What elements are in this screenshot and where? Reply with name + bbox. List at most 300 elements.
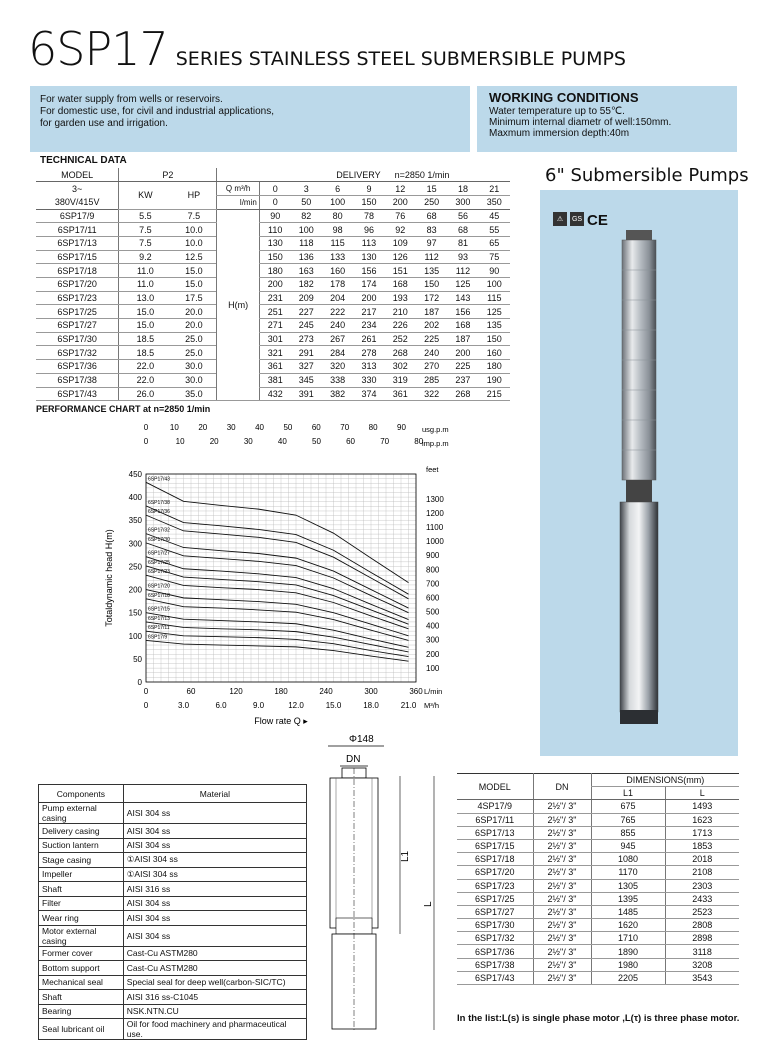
head-cell: 180 bbox=[259, 264, 290, 278]
model-cell: 6SP17/25 bbox=[36, 305, 119, 319]
head-cell: 160 bbox=[322, 264, 353, 278]
hp-cell: 30.0 bbox=[171, 360, 216, 374]
hp-cell: 7.5 bbox=[171, 209, 216, 223]
series-label: 6SP17/11 bbox=[148, 625, 170, 632]
head-cell: 68 bbox=[447, 223, 478, 237]
flow-lmin: 50 bbox=[291, 195, 322, 209]
head-cell: 93 bbox=[447, 250, 478, 264]
head-cell: 125 bbox=[479, 305, 510, 319]
dim-l1-cell: 1710 bbox=[591, 932, 665, 945]
intro-line: For domestic use, for civil and industrial applications, bbox=[40, 106, 274, 117]
page-title bbox=[28, 22, 626, 76]
ce-mark-icon: CE bbox=[587, 212, 608, 229]
table-row bbox=[39, 896, 307, 911]
head-cell: 237 bbox=[447, 373, 478, 387]
component-cell: Former cover bbox=[39, 946, 124, 961]
tech-hm-label: H(m) bbox=[217, 209, 259, 401]
table-row bbox=[36, 319, 510, 333]
head-cell: 76 bbox=[385, 209, 416, 223]
material-cell: NSK.NTN.CU bbox=[123, 1004, 306, 1019]
table-row bbox=[457, 826, 739, 839]
kw-cell: 13.0 bbox=[119, 291, 172, 305]
component-cell: Bearing bbox=[39, 1004, 124, 1019]
head-cell: 268 bbox=[447, 387, 478, 401]
x-tick-lmin: 60 bbox=[186, 687, 196, 696]
x-tick-usgpm: 80 bbox=[368, 423, 378, 432]
y-tick-label: 350 bbox=[128, 516, 142, 526]
flow-lmin: 150 bbox=[353, 195, 384, 209]
dim-title: DIMENSIONS(mm) bbox=[591, 774, 739, 787]
dim-dn-cell: 2½"/ 3" bbox=[533, 813, 591, 826]
impgpm-unit: imp.p.m bbox=[422, 439, 449, 448]
head-cell: 278 bbox=[353, 346, 384, 360]
tech-voltage: 380V/415V bbox=[36, 195, 119, 209]
flow-lmin: 250 bbox=[416, 195, 447, 209]
series-label: 6SP17/38 bbox=[148, 499, 170, 506]
model-cell: 6SP17/38 bbox=[36, 373, 119, 387]
series-label: 6SP17/18 bbox=[148, 592, 170, 599]
head-cell: 200 bbox=[447, 346, 478, 360]
dim-dn-header: DN bbox=[533, 774, 591, 800]
head-cell: 234 bbox=[353, 319, 384, 333]
head-cell: 178 bbox=[322, 278, 353, 292]
head-cell: 327 bbox=[291, 360, 322, 374]
x-tick-usgpm: 90 bbox=[397, 423, 406, 432]
dim-model-cell: 6SP17/25 bbox=[457, 892, 533, 905]
dim-l1-cell: 1980 bbox=[591, 958, 665, 971]
x-tick-m3h: 3.0 bbox=[177, 701, 190, 710]
hp-cell: 35.0 bbox=[171, 387, 216, 401]
working-conditions bbox=[477, 86, 737, 152]
table-row bbox=[457, 800, 739, 813]
head-cell: 187 bbox=[447, 332, 478, 346]
warning-icon: ⚠ bbox=[553, 212, 567, 226]
y-tick-label: 100 bbox=[128, 631, 142, 641]
head-cell: 126 bbox=[385, 250, 416, 264]
x-tick-m3h: 9.0 bbox=[252, 701, 265, 710]
kw-cell: 5.5 bbox=[119, 209, 172, 223]
head-cell: 135 bbox=[479, 319, 510, 333]
tech-m3h: m³/h bbox=[234, 184, 251, 194]
head-cell: 68 bbox=[416, 209, 447, 223]
dim-l-cell: 2303 bbox=[665, 879, 739, 892]
material-cell: AISI 304 ss bbox=[123, 925, 306, 946]
head-cell: 83 bbox=[416, 223, 447, 237]
material-cell: ①AISI 304 ss bbox=[123, 853, 306, 868]
head-cell: 96 bbox=[353, 223, 384, 237]
dim-l-cell: 2808 bbox=[665, 919, 739, 932]
dim-l1-cell: 1080 bbox=[591, 853, 665, 866]
hp-cell: 15.0 bbox=[171, 264, 216, 278]
dim-dn-cell: 2½"/ 3" bbox=[533, 892, 591, 905]
l1-label: L1 bbox=[400, 850, 411, 862]
head-cell: 115 bbox=[322, 236, 353, 250]
head-cell: 381 bbox=[259, 373, 290, 387]
table-row bbox=[39, 803, 307, 824]
feet-tick-label: 800 bbox=[426, 565, 440, 575]
table-row bbox=[36, 236, 510, 250]
head-cell: 301 bbox=[259, 332, 290, 346]
table-row bbox=[39, 867, 307, 882]
component-cell: Suction lantern bbox=[39, 838, 124, 853]
head-cell: 200 bbox=[353, 291, 384, 305]
head-cell: 202 bbox=[416, 319, 447, 333]
x-tick-lmin: 300 bbox=[364, 687, 378, 696]
head-cell: 193 bbox=[385, 291, 416, 305]
head-cell: 270 bbox=[416, 360, 447, 374]
gs-mark-icon: GS bbox=[570, 212, 584, 226]
flow-lmin: 350 bbox=[479, 195, 510, 209]
flow-lmin: 0 bbox=[259, 195, 290, 209]
dim-l-cell: 2108 bbox=[665, 866, 739, 879]
table-row bbox=[457, 932, 739, 945]
table-row bbox=[457, 813, 739, 826]
head-cell: 78 bbox=[353, 209, 384, 223]
y-tick-label: 300 bbox=[128, 539, 142, 549]
feet-tick-label: 900 bbox=[426, 551, 440, 561]
head-cell: 251 bbox=[259, 305, 290, 319]
x-tick-lmin: 360 bbox=[409, 687, 423, 696]
x-tick-usgpm: 50 bbox=[283, 423, 293, 432]
series-label: 6SP17/32 bbox=[148, 527, 170, 534]
series-label: 6SP17/20 bbox=[148, 583, 170, 590]
dim-model-header: MODEL bbox=[457, 774, 533, 800]
feet-tick-label: 300 bbox=[426, 635, 440, 645]
head-cell: 240 bbox=[416, 346, 447, 360]
kw-cell: 18.5 bbox=[119, 332, 172, 346]
model-cell: 6SP17/32 bbox=[36, 346, 119, 360]
series-label: 6SP17/27 bbox=[148, 550, 170, 557]
y-tick-label: 150 bbox=[128, 608, 142, 618]
dim-model-cell: 6SP17/32 bbox=[457, 932, 533, 945]
model-cell: 6SP17/11 bbox=[36, 223, 119, 237]
material-cell: AISI 304 ss bbox=[123, 838, 306, 853]
kw-cell: 15.0 bbox=[119, 319, 172, 333]
tech-kw-header: KW bbox=[119, 182, 172, 209]
component-cell: Impeller bbox=[39, 867, 124, 882]
head-cell: 80 bbox=[322, 209, 353, 223]
head-cell: 109 bbox=[385, 236, 416, 250]
table-row bbox=[36, 278, 510, 292]
head-cell: 361 bbox=[259, 360, 290, 374]
head-cell: 319 bbox=[385, 373, 416, 387]
diameter-label: Φ148 bbox=[349, 734, 374, 745]
y-tick-label: 200 bbox=[128, 585, 142, 595]
x-axis-label: Flow rate Q ▸ bbox=[254, 716, 308, 726]
series-label: 6SP17/30 bbox=[148, 536, 170, 543]
series-label: 6SP17/36 bbox=[148, 509, 170, 516]
pump-image-panel bbox=[540, 190, 738, 756]
dim-l-cell: 2018 bbox=[665, 853, 739, 866]
table-row bbox=[39, 838, 307, 853]
head-cell: 81 bbox=[447, 236, 478, 250]
flow-lmin: 300 bbox=[447, 195, 478, 209]
head-cell: 361 bbox=[385, 387, 416, 401]
head-cell: 231 bbox=[259, 291, 290, 305]
tech-q-m3h bbox=[217, 182, 259, 196]
component-cell: Delivery casing bbox=[39, 824, 124, 839]
table-row bbox=[457, 853, 739, 866]
tech-p2-header: P2 bbox=[119, 168, 217, 182]
table-row bbox=[36, 305, 510, 319]
head-cell: 271 bbox=[259, 319, 290, 333]
dim-model-cell: 6SP17/43 bbox=[457, 971, 533, 984]
dim-l-cell: 3543 bbox=[665, 971, 739, 984]
feet-tick-label: 500 bbox=[426, 607, 440, 617]
dim-model-cell: 6SP17/38 bbox=[457, 958, 533, 971]
head-cell: 209 bbox=[291, 291, 322, 305]
components-table bbox=[38, 784, 307, 1040]
y-tick-label: 0 bbox=[137, 678, 142, 687]
model-cell: 6SP17/9 bbox=[36, 209, 119, 223]
table-row bbox=[457, 839, 739, 852]
head-cell: 215 bbox=[479, 387, 510, 401]
x-tick-impgpm: 0 bbox=[143, 437, 149, 446]
x-tick-m3h: 15.0 bbox=[325, 701, 342, 710]
series-label: 6SP17/9 bbox=[148, 634, 168, 641]
dimensions-table bbox=[457, 773, 739, 985]
dim-dn-cell: 2½"/ 3" bbox=[533, 945, 591, 958]
x-tick-usgpm: 10 bbox=[169, 423, 179, 432]
head-cell: 151 bbox=[385, 264, 416, 278]
head-cell: 125 bbox=[447, 278, 478, 292]
head-cell: 252 bbox=[385, 332, 416, 346]
table-row bbox=[39, 925, 307, 946]
head-cell: 156 bbox=[447, 305, 478, 319]
dim-model-cell: 6SP17/18 bbox=[457, 853, 533, 866]
dim-l-cell: 1713 bbox=[665, 826, 739, 839]
model-cell: 6SP17/15 bbox=[36, 250, 119, 264]
perf-title: PERFORMANCE CHART at n=2850 1/min bbox=[36, 404, 211, 414]
components-header: Components bbox=[39, 785, 124, 803]
hp-cell: 20.0 bbox=[171, 319, 216, 333]
component-cell: Motor external casing bbox=[39, 925, 124, 946]
dim-model-cell: 6SP17/23 bbox=[457, 879, 533, 892]
series-label: 6SP17/25 bbox=[148, 559, 170, 566]
head-cell: 240 bbox=[322, 319, 353, 333]
dim-l1-cell: 855 bbox=[591, 826, 665, 839]
flow-m3h: 6 bbox=[322, 182, 353, 196]
head-cell: 130 bbox=[353, 250, 384, 264]
flow-m3h: 21 bbox=[479, 182, 510, 196]
head-cell: 110 bbox=[259, 223, 290, 237]
component-cell: Shaft bbox=[39, 990, 124, 1005]
table-row bbox=[36, 346, 510, 360]
certification-badges bbox=[553, 212, 608, 229]
tech-q: Q bbox=[225, 184, 233, 194]
dim-l-cell: 1623 bbox=[665, 813, 739, 826]
dim-model-cell: 6SP17/13 bbox=[457, 826, 533, 839]
usgpm-unit: usg.p.m bbox=[422, 425, 449, 434]
x-tick-m3h: 0 bbox=[143, 701, 149, 710]
tech-model-header: MODEL bbox=[36, 168, 119, 182]
dim-l1-cell: 1485 bbox=[591, 905, 665, 918]
component-cell: Mechanical seal bbox=[39, 975, 124, 990]
lmin-unit: L/min bbox=[424, 687, 443, 696]
kw-cell: 15.0 bbox=[119, 305, 172, 319]
dim-dn-cell: 2½"/ 3" bbox=[533, 839, 591, 852]
table-row bbox=[39, 975, 307, 990]
x-tick-lmin: 240 bbox=[319, 687, 333, 696]
kw-cell: 22.0 bbox=[119, 360, 172, 374]
table-row bbox=[457, 919, 739, 932]
series-line bbox=[146, 482, 409, 582]
hp-cell: 10.0 bbox=[171, 223, 216, 237]
table-row bbox=[457, 905, 739, 918]
head-cell: 143 bbox=[447, 291, 478, 305]
x-tick-usgpm: 20 bbox=[198, 423, 208, 432]
head-cell: 100 bbox=[479, 278, 510, 292]
dim-dn-cell: 2½"/ 3" bbox=[533, 866, 591, 879]
dim-l-cell: 2523 bbox=[665, 905, 739, 918]
flow-m3h: 12 bbox=[385, 182, 416, 196]
material-cell: AISI 304 ss bbox=[123, 911, 306, 926]
tech-hp-header: HP bbox=[171, 182, 216, 209]
model-cell: 6SP17/18 bbox=[36, 264, 119, 278]
model-series: 6SP17 bbox=[28, 22, 168, 76]
feet-unit: feet bbox=[426, 465, 439, 474]
intro-line: For water supply from wells or reservoirs. bbox=[40, 94, 223, 105]
dim-l-cell: 1853 bbox=[665, 839, 739, 852]
dim-dn-cell: 2½"/ 3" bbox=[533, 971, 591, 984]
head-cell: 321 bbox=[259, 346, 290, 360]
y-axis-label: Totaldynamic head H(m) bbox=[104, 529, 114, 627]
flow-m3h: 3 bbox=[291, 182, 322, 196]
head-cell: 245 bbox=[291, 319, 322, 333]
head-cell: 90 bbox=[259, 209, 290, 223]
head-cell: 160 bbox=[479, 346, 510, 360]
hp-cell: 25.0 bbox=[171, 346, 216, 360]
head-cell: 284 bbox=[322, 346, 353, 360]
head-cell: 168 bbox=[447, 319, 478, 333]
head-cell: 112 bbox=[447, 264, 478, 278]
dim-model-cell: 6SP17/36 bbox=[457, 945, 533, 958]
feet-tick-label: 1300 bbox=[426, 494, 444, 504]
x-tick-lmin: 180 bbox=[274, 687, 288, 696]
x-tick-usgpm: 70 bbox=[340, 423, 350, 432]
dim-l1-cell: 765 bbox=[591, 813, 665, 826]
flow-m3h: 15 bbox=[416, 182, 447, 196]
dim-model-cell: 6SP17/15 bbox=[457, 839, 533, 852]
x-tick-m3h: 12.0 bbox=[288, 701, 304, 710]
material-cell: Cast-Cu ASTM280 bbox=[123, 946, 306, 961]
head-cell: 204 bbox=[322, 291, 353, 305]
y-tick-label: 50 bbox=[133, 654, 142, 664]
head-cell: 172 bbox=[416, 291, 447, 305]
head-cell: 180 bbox=[479, 360, 510, 374]
head-cell: 118 bbox=[291, 236, 322, 250]
dim-l1-cell: 1620 bbox=[591, 919, 665, 932]
dim-l-cell: 3208 bbox=[665, 958, 739, 971]
table-row bbox=[36, 223, 510, 237]
tech-phase: 3~ bbox=[72, 183, 83, 194]
head-cell: 330 bbox=[353, 373, 384, 387]
head-cell: 225 bbox=[416, 332, 447, 346]
tech-delivery-header: DELIVERY bbox=[259, 168, 384, 182]
dim-l1-cell: 1170 bbox=[591, 866, 665, 879]
table-row bbox=[457, 945, 739, 958]
head-cell: 225 bbox=[447, 360, 478, 374]
y-tick-label: 450 bbox=[128, 470, 142, 479]
head-cell: 267 bbox=[322, 332, 353, 346]
table-row bbox=[36, 209, 510, 223]
head-cell: 130 bbox=[259, 236, 290, 250]
head-cell: 382 bbox=[322, 387, 353, 401]
x-tick-impgpm: 30 bbox=[243, 437, 253, 446]
table-row bbox=[36, 264, 510, 278]
x-tick-usgpm: 60 bbox=[311, 423, 321, 432]
x-tick-impgpm: 60 bbox=[346, 437, 356, 446]
dim-l-cell: 2433 bbox=[665, 892, 739, 905]
flow-m3h: 9 bbox=[353, 182, 384, 196]
material-cell: AISI 304 ss bbox=[123, 824, 306, 839]
head-cell: 90 bbox=[479, 264, 510, 278]
head-cell: 112 bbox=[416, 250, 447, 264]
intro-box bbox=[30, 86, 470, 152]
component-cell: Stage casing bbox=[39, 853, 124, 868]
head-cell: 65 bbox=[479, 236, 510, 250]
x-tick-impgpm: 80 bbox=[414, 437, 424, 446]
intro-line: for garden use and irrigation. bbox=[40, 118, 168, 129]
dim-l1-cell: 1395 bbox=[591, 892, 665, 905]
dim-dn-cell: 2½"/ 3" bbox=[533, 826, 591, 839]
feet-tick-label: 200 bbox=[426, 649, 440, 659]
material-cell: Special seal for deep well(carbon-SIC/TC) bbox=[123, 975, 306, 990]
dim-dn-cell: 2½"/ 3" bbox=[533, 905, 591, 918]
table-row bbox=[457, 879, 739, 892]
kw-cell: 11.0 bbox=[119, 264, 172, 278]
x-tick-impgpm: 20 bbox=[209, 437, 219, 446]
model-cell: 6SP17/36 bbox=[36, 360, 119, 374]
table-row bbox=[39, 1004, 307, 1019]
kw-cell: 9.2 bbox=[119, 250, 172, 264]
wc-line: Water temperature up to 55℃. bbox=[489, 106, 625, 117]
component-cell: Shaft bbox=[39, 882, 124, 897]
dim-l-cell: 1493 bbox=[665, 800, 739, 813]
table-row bbox=[39, 911, 307, 926]
head-cell: 345 bbox=[291, 373, 322, 387]
head-cell: 182 bbox=[291, 278, 322, 292]
dimension-drawing bbox=[316, 728, 446, 1038]
table-row bbox=[36, 250, 510, 264]
dim-model-cell: 6SP17/30 bbox=[457, 919, 533, 932]
model-cell: 6SP17/27 bbox=[36, 319, 119, 333]
head-cell: 115 bbox=[479, 291, 510, 305]
dimensions-note: In the list:L(s) is single phase motor ,L(τ) is three phase motor. bbox=[457, 1013, 740, 1024]
dim-model-cell: 6SP17/11 bbox=[457, 813, 533, 826]
head-cell: 150 bbox=[479, 332, 510, 346]
head-cell: 320 bbox=[322, 360, 353, 374]
table-row bbox=[457, 892, 739, 905]
feet-tick-label: 1100 bbox=[426, 523, 444, 533]
head-cell: 227 bbox=[291, 305, 322, 319]
pump-image bbox=[540, 190, 738, 756]
series-line bbox=[146, 640, 409, 661]
x-tick-impgpm: 70 bbox=[380, 437, 390, 446]
dim-dn-cell: 2½"/ 3" bbox=[533, 932, 591, 945]
pump-subtitle: 6" Submersible Pumps bbox=[545, 165, 749, 186]
head-cell: 200 bbox=[259, 278, 290, 292]
dim-l1-cell: 675 bbox=[591, 800, 665, 813]
head-cell: 55 bbox=[479, 223, 510, 237]
table-row bbox=[39, 882, 307, 897]
series-title: SERIES STAINLESS STEEL SUBMERSIBLE PUMPS bbox=[175, 48, 626, 70]
hp-cell: 25.0 bbox=[171, 332, 216, 346]
material-cell: AISI 316 ss-C1045 bbox=[123, 990, 306, 1005]
head-cell: 136 bbox=[291, 250, 322, 264]
head-cell: 133 bbox=[322, 250, 353, 264]
head-cell: 56 bbox=[447, 209, 478, 223]
